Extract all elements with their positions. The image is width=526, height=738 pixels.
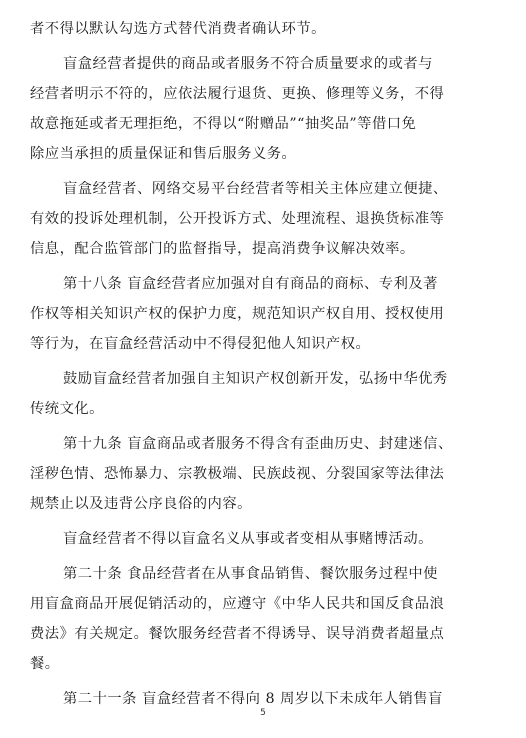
paragraph-line: 餐。 bbox=[30, 656, 60, 672]
paragraph bbox=[30, 49, 496, 169]
paragraph-line: 传统文化。 bbox=[30, 401, 104, 417]
paragraph-line: 盲盒经营者提供的商品或者服务不符合质量要求的或者与 bbox=[63, 56, 433, 72]
paragraph bbox=[30, 14, 496, 44]
paragraph-line: 信息，配合监管部门的监督指导，提高消费争议解决效率。 bbox=[30, 241, 415, 257]
document-body bbox=[30, 14, 496, 719]
paragraph-line: 第二十条 食品经营者在从事食品销售、餐饮服务过程中使 bbox=[63, 566, 438, 582]
paragraph-line: 第十八条 盲盒经营者应加强对自有商品的商标、专利及著 bbox=[63, 276, 438, 292]
paragraph bbox=[30, 559, 496, 679]
paragraph-line: 第十九条 盲盒商品或者服务不得含有歪曲历史、封建迷信、 bbox=[63, 436, 453, 452]
paragraph bbox=[30, 429, 496, 519]
page-number: 5 bbox=[260, 708, 266, 718]
paragraph-line: 除应当承担的质量保证和售后服务义务。 bbox=[30, 146, 297, 162]
paragraph-line: 盲盒经营者不得以盲盒名义从事或者变相从事赌博活动。 bbox=[63, 531, 433, 547]
paragraph-line: 费法》有关规定。餐饮服务经营者不得诱导、误导消费者超量点 bbox=[30, 626, 445, 642]
paragraph-line: 规禁止以及违背公序良俗的内容。 bbox=[30, 496, 252, 512]
paragraph bbox=[30, 524, 496, 554]
paragraph bbox=[30, 364, 496, 424]
paragraph-line: 用盲盒商品开展促销活动的，应遵守《中华人民共和国反食品浪 bbox=[30, 596, 445, 612]
paragraph-line: 故意拖延或者无理拒绝，不得以“附赠品”“抽奖品”等借口免 bbox=[30, 116, 417, 132]
paragraph-line: 淫秽色情、恐怖暴力、宗教极端、民族歧视、分裂国家等法律法 bbox=[30, 466, 445, 482]
paragraph-line: 第二十一条 盲盒经营者不得向 8 周岁以下未成年人销售盲 bbox=[63, 691, 443, 707]
paragraph-line: 作权等相关知识产权的保护力度，规范知识产权自用、授权使用 bbox=[30, 306, 445, 322]
paragraph-line: 盲盒经营者、网络交易平台经营者等相关主体应建立便捷、 bbox=[63, 181, 448, 197]
paragraph-line: 鼓励盲盒经营者加强自主知识产权创新开发，弘扬中华优秀 bbox=[63, 371, 448, 387]
paragraph bbox=[30, 174, 496, 264]
paragraph-line: 经营者明示不符的，应依法履行退货、更换、修理等义务，不得 bbox=[30, 86, 445, 102]
paragraph-line: 有效的投诉处理机制，公开投诉方式、处理流程、退换货标准等 bbox=[30, 211, 445, 227]
paragraph-line: 等行为，在盲盒经营活动中不得侵犯他人知识产权。 bbox=[30, 336, 371, 352]
paragraph-line: 者不得以默认勾选方式替代消费者确认环节。 bbox=[30, 21, 326, 37]
paragraph bbox=[30, 269, 496, 359]
